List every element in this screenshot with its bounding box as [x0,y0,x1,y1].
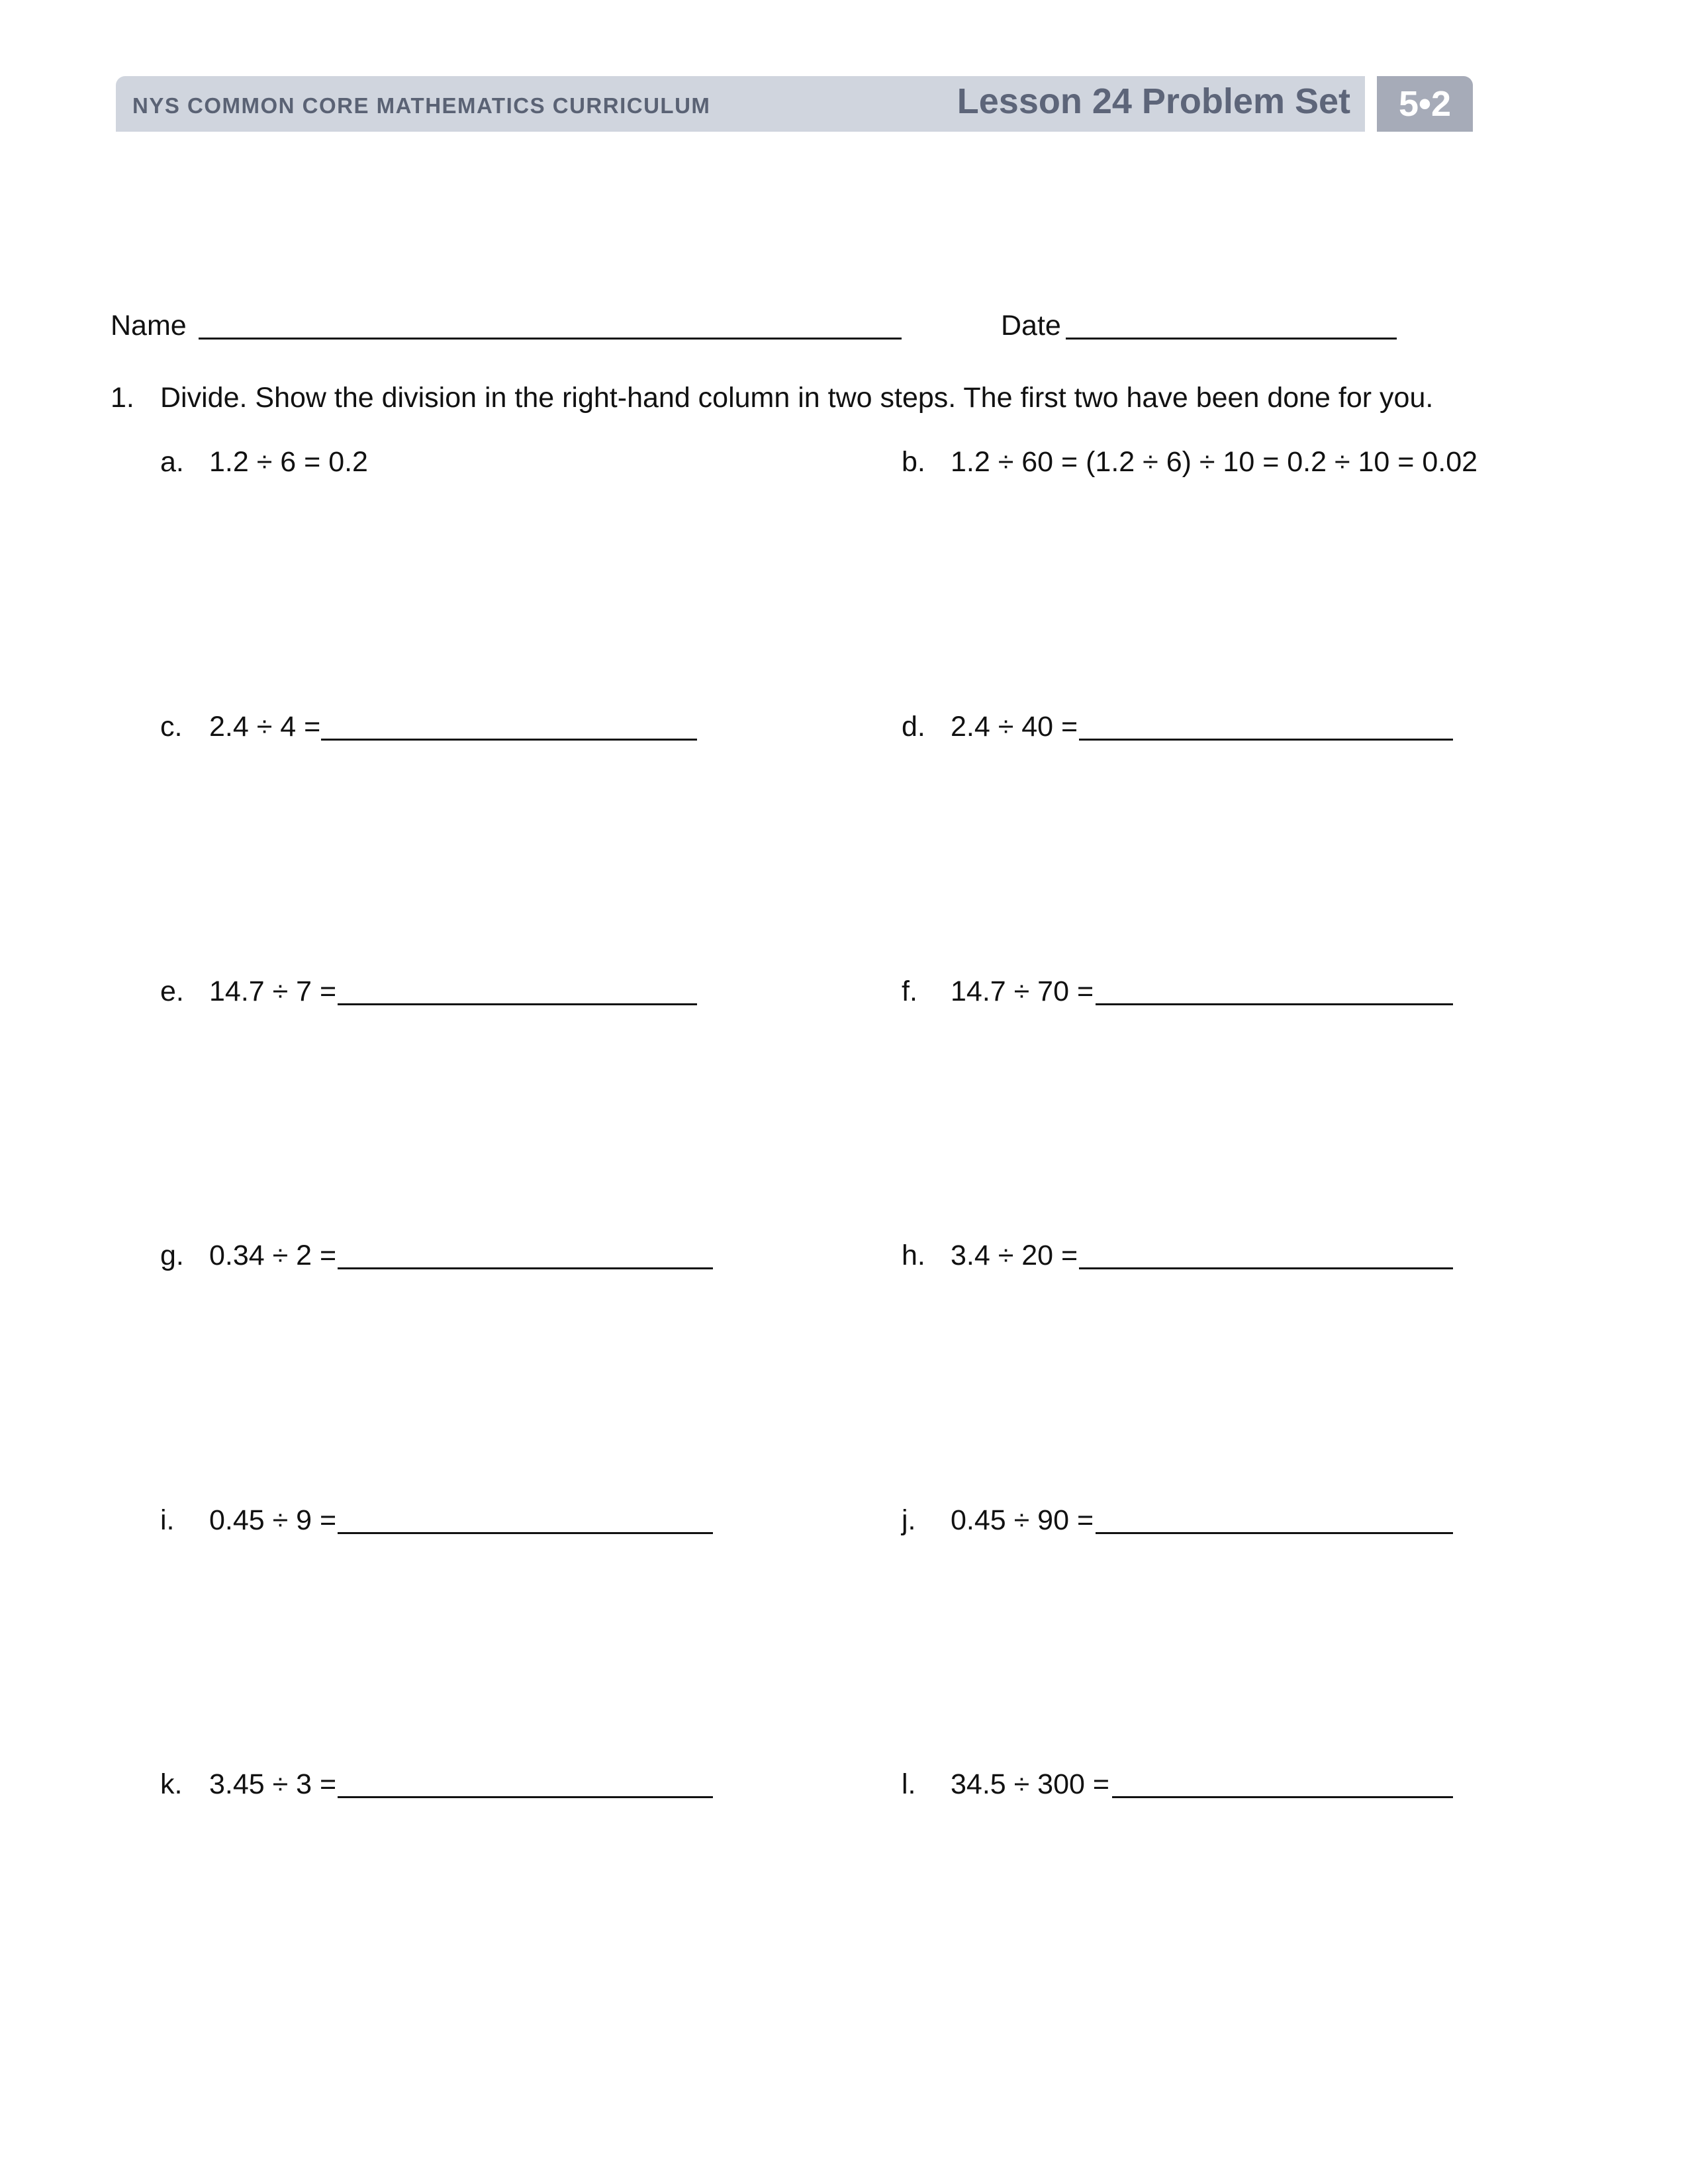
problem-b-label: b. [902,446,925,478]
problem-a-expression: 1.2 ÷ 6 = 0.2 [209,446,368,478]
lesson-title: Lesson 24 Problem Set [957,81,1350,121]
problem-g-expression: 0.34 ÷ 2 = [209,1240,337,1271]
date-label: Date [1001,310,1061,341]
problem-c-answer-field[interactable] [321,739,697,741]
problem-g-answer-field[interactable] [338,1267,713,1269]
problem-i-label: i. [160,1504,175,1536]
problem-i-answer-field[interactable] [338,1532,713,1534]
problem-k-expression: 3.45 ÷ 3 = [209,1768,337,1800]
problem-k-label: k. [160,1768,183,1800]
problem-f-answer-field[interactable] [1096,1003,1453,1005]
problem-f-label: f. [902,976,917,1007]
date-field[interactable] [1066,338,1397,340]
problem-j-answer-field[interactable] [1096,1532,1453,1534]
grade-module-badge: 5•2 [1377,76,1473,132]
lesson-title-wrap [927,81,1350,122]
problem-j-label: j. [902,1504,916,1536]
problem-h-expression: 3.4 ÷ 20 = [951,1240,1078,1271]
problem-d-answer-field[interactable] [1079,739,1453,741]
problem-a-label: a. [160,446,184,478]
problem-l-answer-field[interactable] [1112,1796,1453,1798]
curriculum-title: NYS COMMON CORE MATHEMATICS CURRICULUM [132,93,711,118]
problem-l-expression: 34.5 ÷ 300 = [951,1768,1109,1800]
problem-e-answer-field[interactable] [338,1003,697,1005]
problem-h-answer-field[interactable] [1079,1267,1453,1269]
header-divider [1365,76,1377,132]
problem-e-expression: 14.7 ÷ 7 = [209,976,337,1007]
problem-b-expression: 1.2 ÷ 60 = (1.2 ÷ 6) ÷ 10 = 0.2 ÷ 10 = 0.02 [951,446,1478,478]
name-field[interactable] [199,338,902,340]
problem-g-label: g. [160,1240,184,1271]
problem-i-expression: 0.45 ÷ 9 = [209,1504,337,1536]
problem-k-answer-field[interactable] [338,1796,713,1798]
problem-d-label: d. [902,711,925,743]
problem-h-label: h. [902,1240,925,1271]
problem-l-label: l. [902,1768,916,1800]
name-label: Name [111,310,187,341]
question-number: 1. [111,382,134,414]
problem-c-label: c. [160,711,183,743]
problem-d-expression: 2.4 ÷ 40 = [951,711,1078,743]
problem-e-label: e. [160,976,184,1007]
problem-f-expression: 14.7 ÷ 70 = [951,976,1094,1007]
problem-c-expression: 2.4 ÷ 4 = [209,711,321,743]
problem-j-expression: 0.45 ÷ 90 = [951,1504,1094,1536]
question-instruction: Divide. Show the division in the right-hand column in two steps. The first two have been done for you. [160,382,1434,414]
